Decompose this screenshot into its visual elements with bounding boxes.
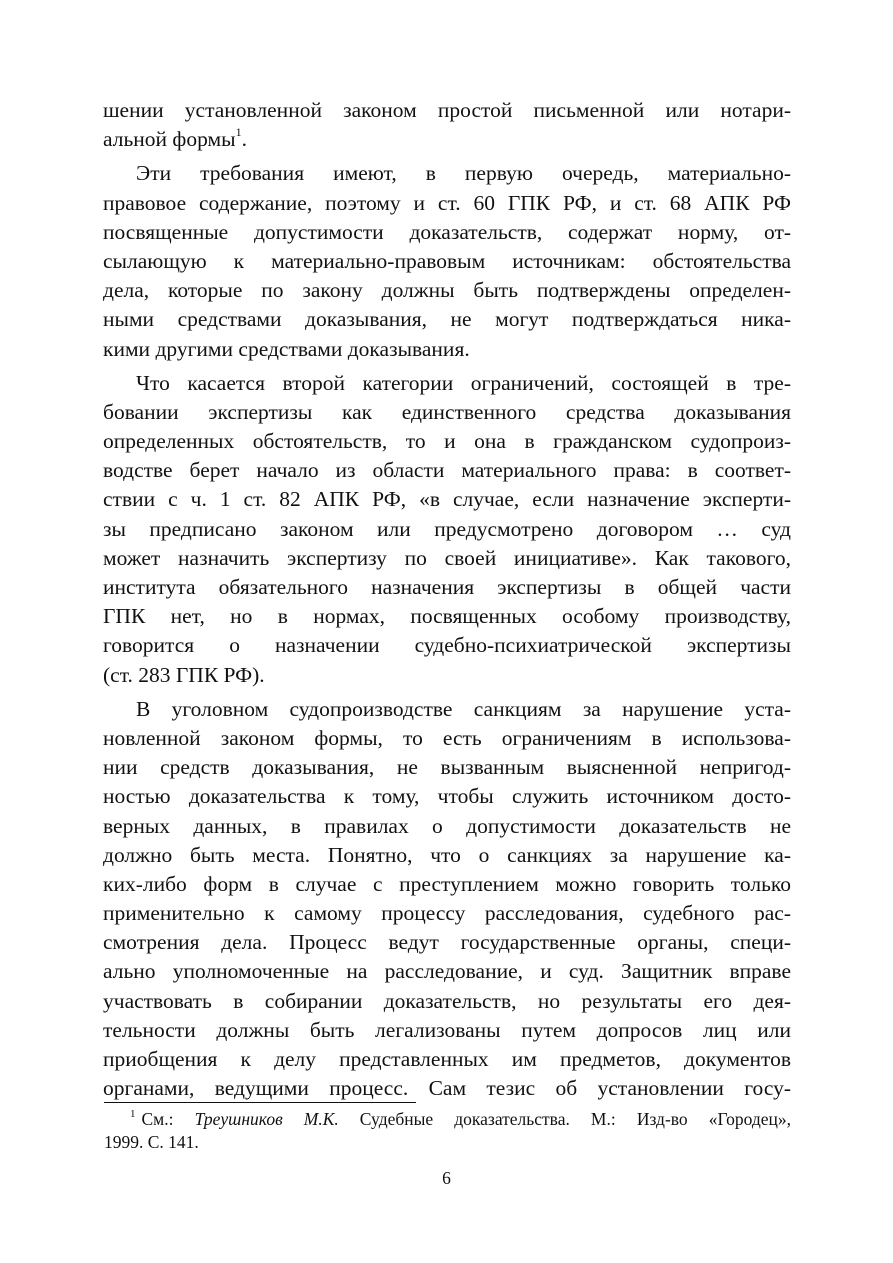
text-line: ально уполномоченные на расследование, и суд. Защитник вправе [103,959,791,984]
text-line: новленной законом формы, то есть ограничениям в использова- [103,725,791,750]
text-line: применительно к самому процессу расследования, судебного рас- [103,901,791,926]
text-line: ностью доказательства к тому, чтобы служить источником досто- [103,784,791,809]
text-line: Эти требования имеют, в первую очередь, материально- [136,161,791,186]
paragraph [103,695,791,1104]
footnote-line [104,1108,791,1131]
footnote [104,1108,791,1154]
text-line: дела, которые по закону должны быть подтверждены определен- [103,278,791,303]
text-line: института обязательного назначения экспертизы в общей части [103,575,791,599]
text-line: кими другими средствами доказывания. [103,336,470,361]
text-line: ГПК нет, но в нормах, посвященных особому производству, [103,604,791,629]
text-line: ствии с ч. 1 ст. 82 АПК РФ, «в случае, если назначение эксперти- [103,487,791,512]
paragraph [103,159,791,363]
text-line: верных данных, в правилах о допустимости доказательств не [103,813,791,838]
text-line: зы предписано законом или предусмотрено договором … суд [103,516,791,541]
text-line: правовое содержание, поэтому и ст. 60 ГПК РФ, и ст. 68 АПК РФ [103,190,791,215]
body-text [103,96,791,1103]
footnote-author: Треушников М.К. [194,1109,339,1129]
text-line: альной формы$^1$. [103,125,247,152]
page-number: 6 [442,1168,451,1188]
text-line: должно быть места. Понятно, что о санкциях за нарушение ка- [103,842,791,867]
text-line: Что касается второй категории ограничений, состоящей в тре- [136,370,791,395]
text-line: приобщения к делу представленных им предметов, документов [103,1047,791,1071]
footnote-prefix: См.: [141,1109,195,1129]
footnote-line: 1999. С. 141. [104,1132,199,1152]
text-line: сылающую к материально-правовым источникам: обстоятельства [103,248,791,273]
text-line: органами, ведущими процесс. Сам тезис об установлении госу- [103,1076,791,1101]
text-line: ких-либо форм в случае с преступлением можно говорить только [103,871,791,896]
text-line: говорится о назначении судебно-психиатрической экспертизы [103,633,791,658]
footnote-mark: 1 [130,1108,136,1120]
text-line: бовании экспертизы как единственного средства доказывания [103,399,791,424]
footnote-separator [104,1102,416,1103]
text-line: посвященные допустимости доказательств, содержат норму, от- [103,219,791,244]
text-line: водстве берет начало из области материального права: в соответ- [103,458,791,483]
text-line: тельности должны быть легализованы путем допросов лиц или [103,1017,791,1042]
text-line: ными средствами доказывания, не могут подтверждаться ника- [103,307,791,332]
text-line: В уголовном судопроизводстве санкциям за нарушение уста- [136,696,791,721]
footnote-reference: 1 [235,125,242,140]
text-line: (ст. 283 ГПК РФ). [103,662,265,687]
text-line: нии средств доказывания, не вызванным выясненной непригод- [103,755,791,780]
text-line: смотрения дела. Процесс ведут государственные органы, специ- [103,930,791,955]
text-line: может назначить экспертизу по своей инициативе». Как такового, [103,545,791,570]
text-line: определенных обстоятельств, то и она в гражданском судопроиз- [103,429,791,454]
footnote-text: Судебные доказательства. М.: Изд-во «Городец», [338,1109,792,1129]
text-line: шении установленной законом простой письменной или нотари- [103,98,791,122]
text-line: участвовать в собирании доказательств, но результаты его дея- [103,988,791,1013]
paragraph [103,369,791,690]
paragraph [103,96,791,154]
